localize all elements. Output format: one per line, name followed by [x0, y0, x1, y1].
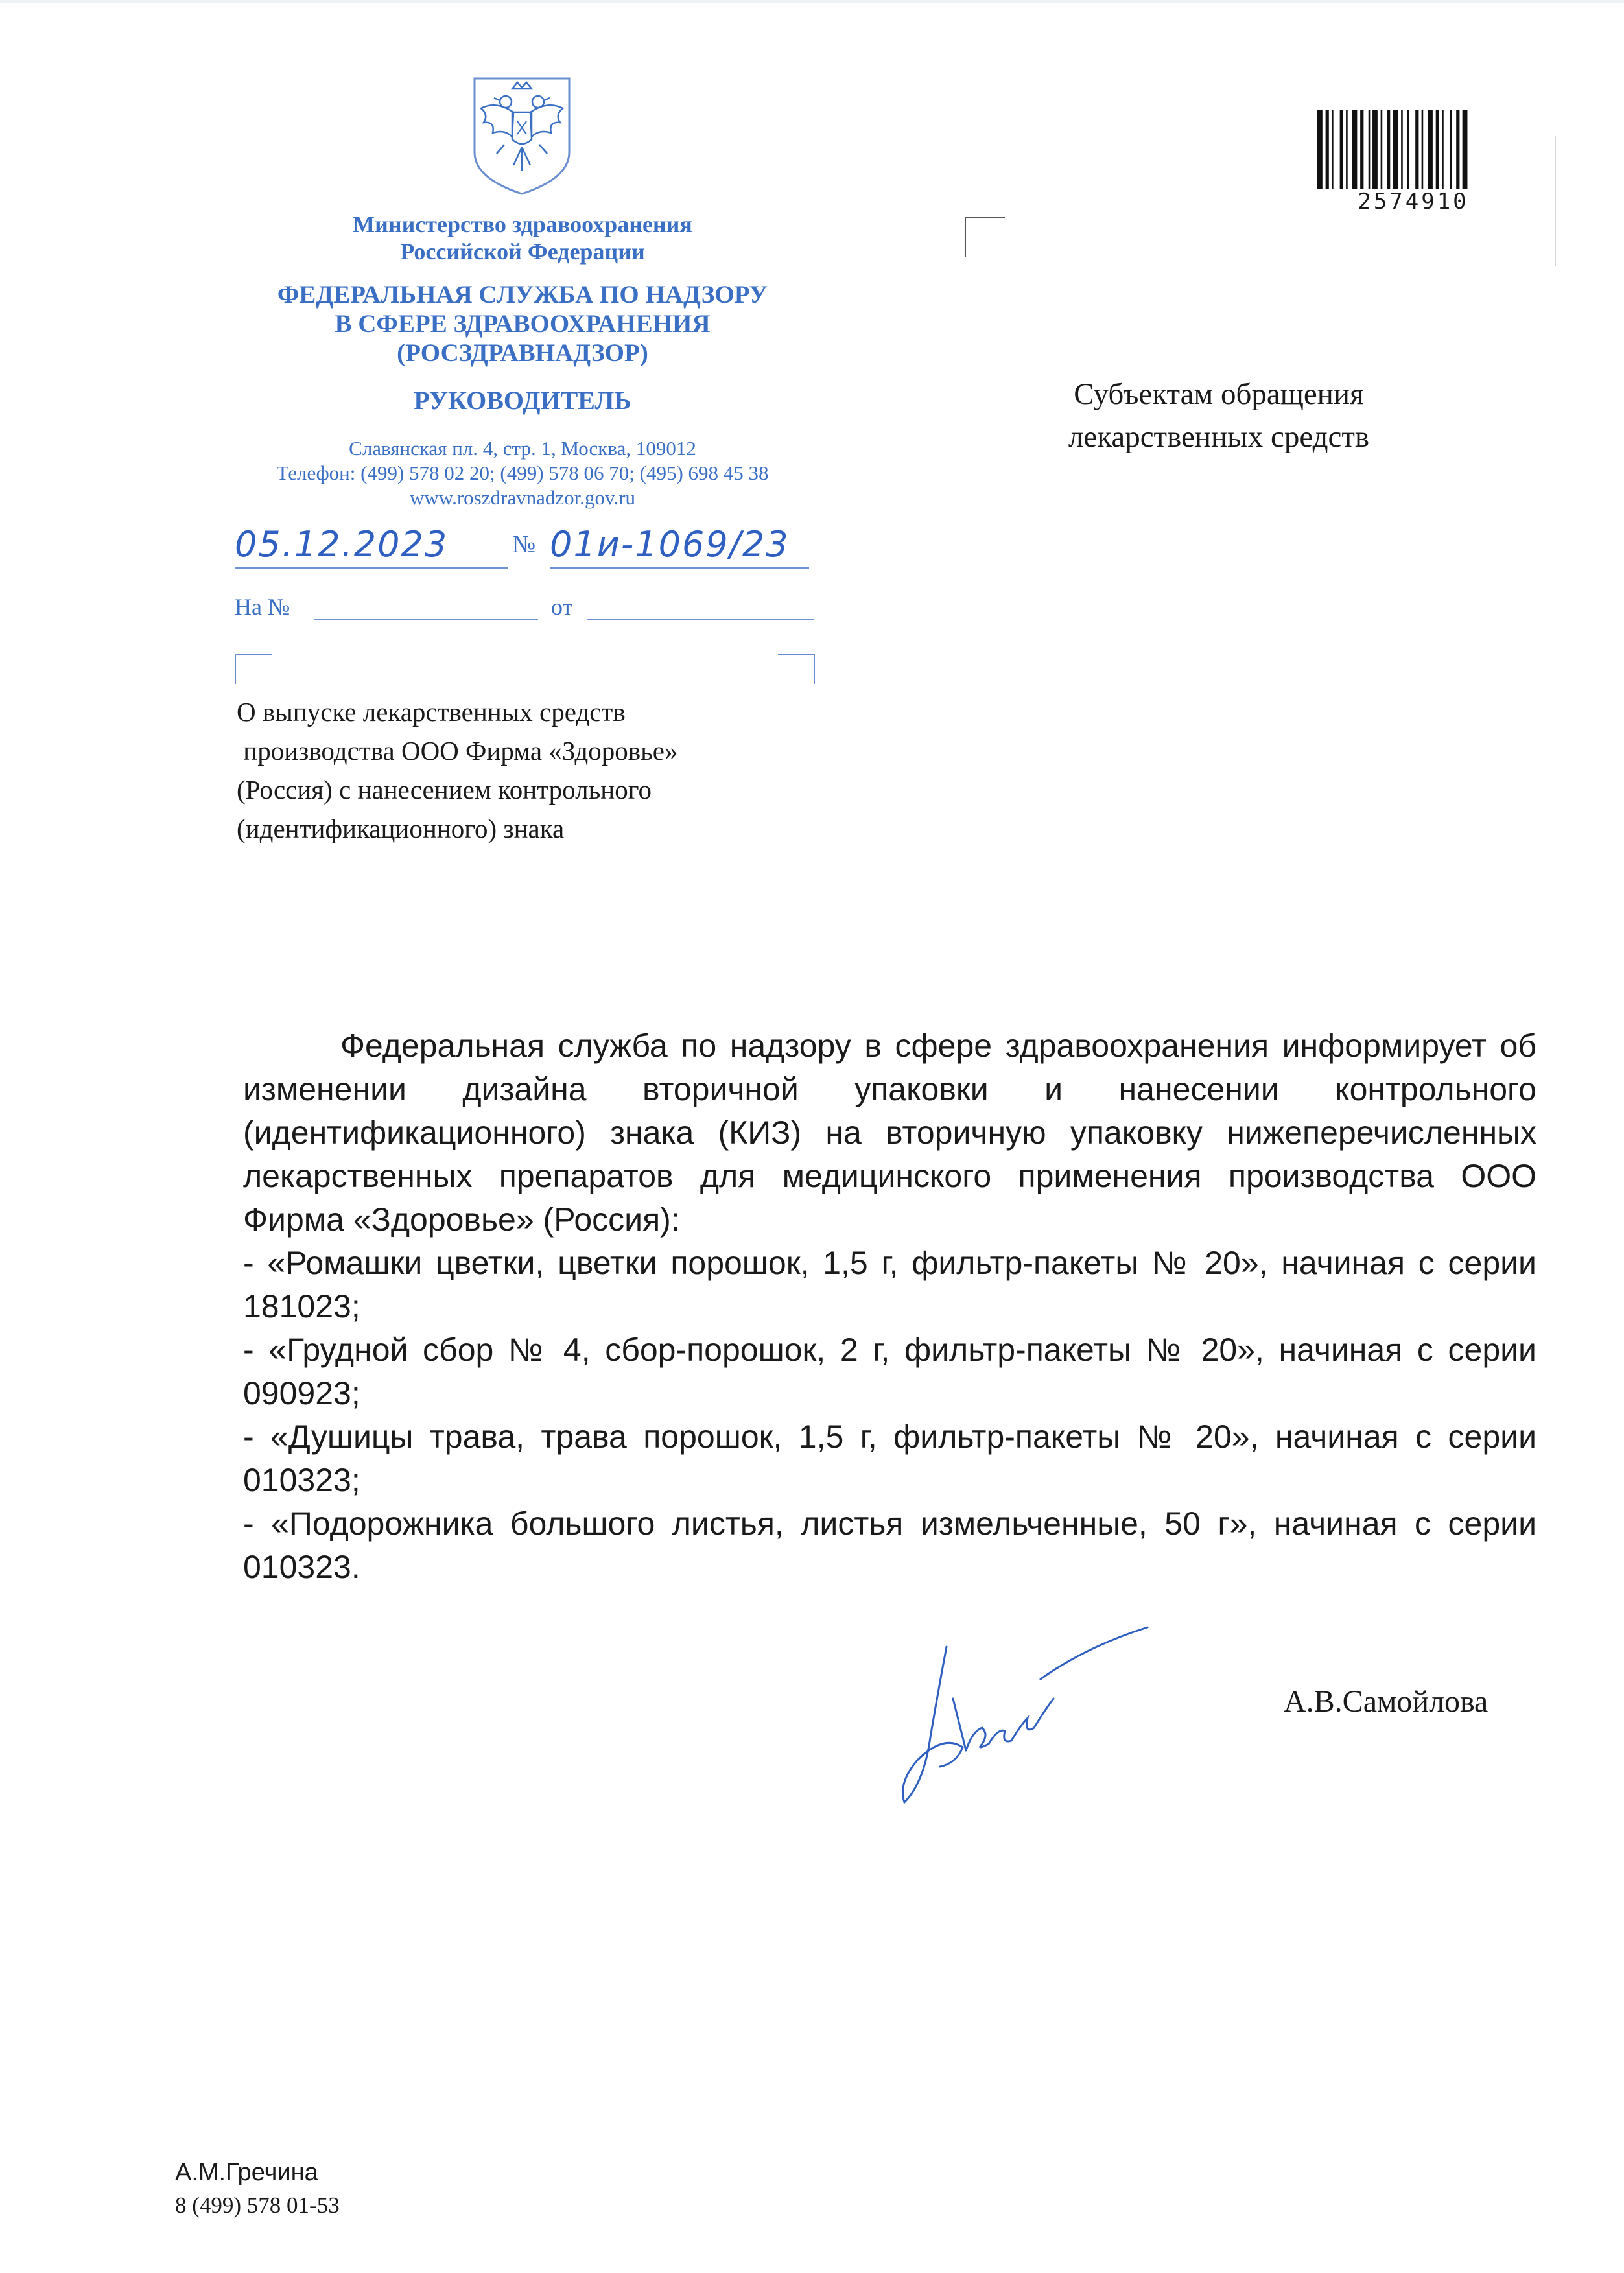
- phones-line: Телефон: (499) 578 02 20; (499) 578 06 70; (495) 698 45 38: [276, 462, 769, 484]
- reference-date-blank: [587, 619, 814, 620]
- ministry-name: [194, 211, 851, 265]
- subject-corner-left: [235, 654, 272, 684]
- body-item: - «Подорожника большого листья, листья измельченные, 50 г», начиная с серии 010323.: [243, 1505, 1536, 1585]
- ministry-line-1: Министерство здравоохранения: [353, 211, 692, 237]
- executor-name: А.М.Гречина: [175, 2159, 318, 2186]
- barcode-icon: [1316, 110, 1511, 189]
- service-name: [194, 280, 851, 368]
- subject-line-3: (Россия) с нанесением контрольного: [237, 775, 652, 805]
- handwritten-signature-icon: [891, 1621, 1151, 1815]
- addressee-corner: [965, 217, 1005, 257]
- registration-number: 01и-1069/23: [550, 522, 809, 569]
- body-item: - «Душицы трава, трава порошок, 1,5 г, фильтр-пакеты № 20», начиная с серии 010323;: [243, 1419, 1536, 1498]
- reference-number-label: На №: [235, 594, 290, 620]
- service-line-2: В СФЕРЕ ЗДРАВООХРАНЕНИЯ: [335, 310, 711, 338]
- double-headed-eagle-emblem-icon: [467, 75, 577, 198]
- address-line: Славянская пл. 4, стр. 1, Москва, 109012: [349, 437, 696, 460]
- subject-line-1: О выпуске лекарственных средств: [237, 697, 626, 727]
- registration-number-label: №: [512, 531, 536, 558]
- service-line-1: ФЕДЕРАЛЬНАЯ СЛУЖБА ПО НАДЗОРУ: [277, 281, 768, 309]
- executor-phone: 8 (499) 578 01-53: [175, 2193, 340, 2218]
- ministry-line-2: Российской Федерации: [400, 239, 645, 265]
- addressee-line-1: Субъектам обращения: [1074, 377, 1364, 411]
- subject-corner-right: [778, 654, 815, 684]
- signer-name: А.В.Самойлова: [1284, 1684, 1489, 1719]
- subject-line-2: производства ООО Фирма «Здоровье»: [237, 736, 678, 766]
- reference-date-label: от: [551, 594, 573, 620]
- subject-line-4: (идентификационного) знака: [237, 814, 565, 843]
- addressee-line-2: лекарственных средств: [1068, 420, 1370, 454]
- letter-subject: [237, 692, 820, 848]
- reference-number-blank: [314, 619, 538, 620]
- body-intro: Федеральная служба по надзору в сфере здравоохранения информирует об изменении дизайна вторичной упаковки и нанесении контрольного (идентификационного) знака (КИЗ) на вторичную упаковку нижеперечисленных лекарственных препаратов для медицинского применения производства ООО Фирма «Здоровье» (Россия):: [243, 1028, 1536, 1238]
- head-title: РУКОВОДИТЕЛЬ: [414, 386, 631, 415]
- website-line: www.roszdravnadzor.gov.ru: [409, 486, 636, 509]
- registration-date: 05.12.2023: [235, 522, 508, 569]
- addressee: [998, 373, 1439, 458]
- barcode-number: 2574910: [1358, 189, 1469, 215]
- scan-artifact-line: [1555, 136, 1556, 266]
- service-line-3: (РОСЗДРАВНАДЗОР): [397, 339, 648, 367]
- body-item: - «Грудной сбор № 4, сбор-порошок, 2 г, фильтр-пакеты № 20», начиная с серии 090923;: [243, 1332, 1536, 1411]
- scan-edge: [0, 0, 1624, 3]
- body-item: - «Ромашки цветки, цветки порошок, 1,5 г, фильтр-пакеты № 20», начиная с серии 181023;: [243, 1245, 1536, 1325]
- letter-body: [243, 1024, 1536, 1589]
